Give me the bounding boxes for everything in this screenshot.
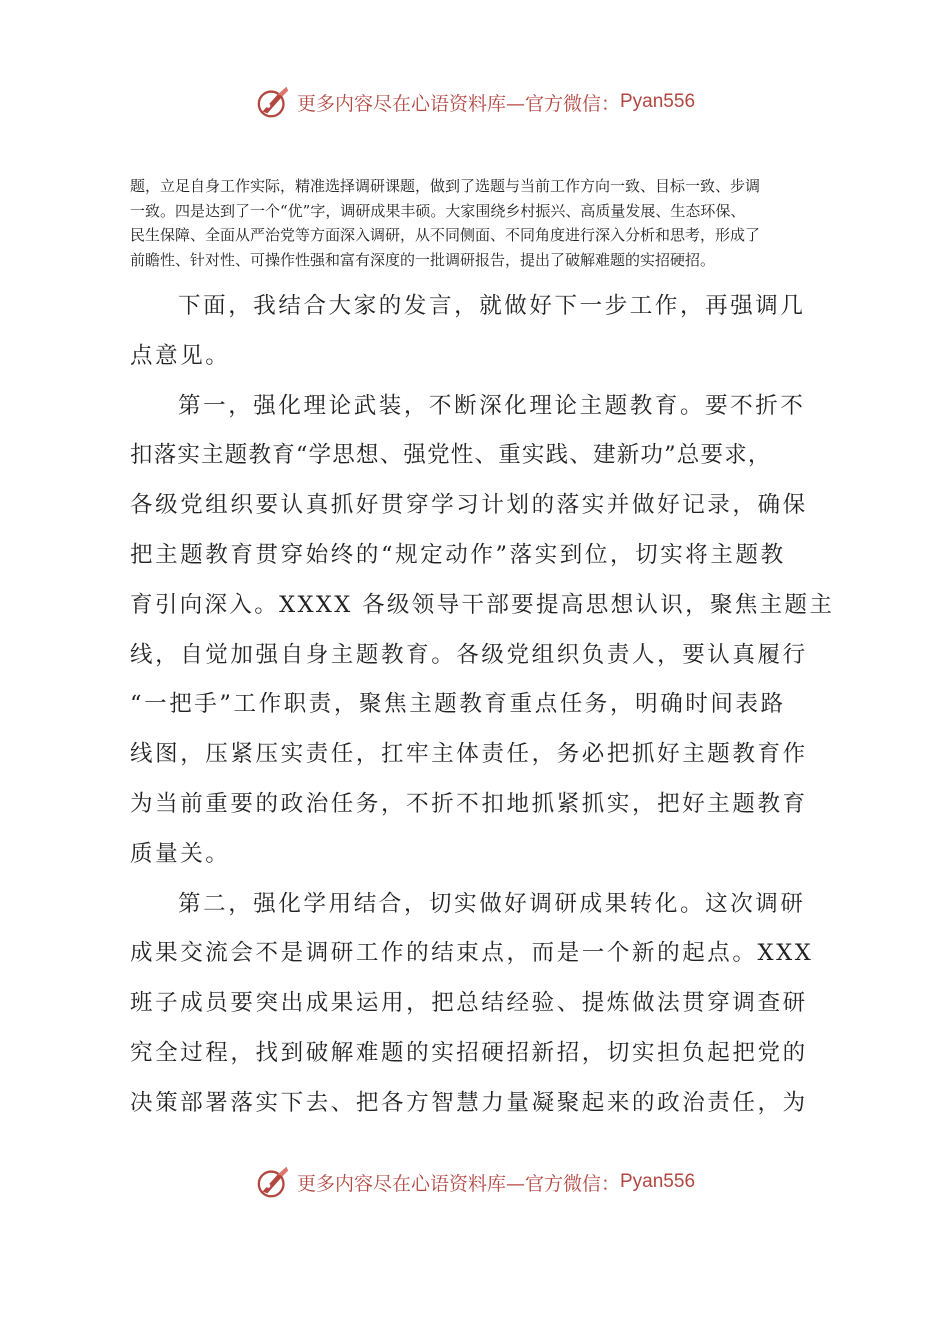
intro-paragraph [130,174,840,272]
body-line: 第一，强化理论武装，不断深化理论主题教育。要不折不 [178,392,806,419]
body-line: 究全过程，找到破解难题的实招硬招新招，切实担负起把党的 [130,1039,808,1066]
intro-line: 题，立足自身工作实际，精准选择调研课题，做到了选题与当前工作方向一致、目标一致、步调 [130,177,761,195]
body-line: 扣落实主题教育“学思想、强党性、重实践、建新功”总要求， [130,442,772,469]
body-line: 质量关。 [130,840,231,867]
pen-logo-icon [255,1163,293,1201]
body-line: 第二，强化学用结合，切实做好调研成果转化。这次调研 [178,890,806,917]
body-line: 线，自觉加强自身主题教育。各级党组织负责人，要认真履行 [130,641,808,668]
body-line: 班子成员要突出成果运用，把总结经验、提炼做法贯穿调查研 [130,990,808,1017]
body-line: 为当前重要的政治任务，不折不扣地抓紧抓实，把好主题教育 [130,790,808,817]
intro-line: 民生保障、全面从严治党等方面深入调研，从不同侧面、不同角度进行深入分析和思考，形成了 [130,226,761,244]
body-text [130,282,840,1129]
body-line: 各级党组织要认真抓好贯穿学习计划的落实并做好记录，确保 [130,492,808,519]
body-line: 决策部署落实下去、把各方智慧力量凝聚起来的政治责任，为 [130,1089,808,1116]
body-line: 下面，我结合大家的发言，就做好下一步工作，再强调几 [178,293,806,319]
intro-line: 前瞻性、针对性、可操作性强和富有深度的一批调研报告，提出了破解难题的实招硬招。 [130,250,716,269]
body-line: 线图，压紧压实责任，扛牢主体责任，务必把抓好主题教育作 [130,741,808,768]
banner-text: 更多内容尽在心语资料库—官方微信： [296,1172,620,1195]
body-line: “一把手”工作职责，聚焦主题教育重点任务，明确时间表路 [130,691,786,718]
wechat-id: Pyan556 [620,1171,696,1192]
body-line: 点意见。 [130,342,231,369]
pen-logo-icon [255,83,293,121]
body-line: 育引向深入。XXXX 各级领导干部要提高思想认识，聚焦主题主 [130,591,835,618]
footer-banner [0,1160,950,1204]
banner-text: 更多内容尽在心语资料库—官方微信： [296,92,620,115]
wechat-id: Pyan556 [620,91,696,112]
body-line: 成果交流会不是调研工作的结束点，而是一个新的起点。XXX [130,940,814,967]
intro-line: 一致。四是达到了一个“优”字，调研成果丰硕。大家围绕乡村振兴、高质量发展、生态环保、 [130,201,746,220]
header-banner [0,80,950,124]
body-line: 把主题教育贯穿始终的“规定动作”落实到位，切实将主题教 [130,541,786,568]
